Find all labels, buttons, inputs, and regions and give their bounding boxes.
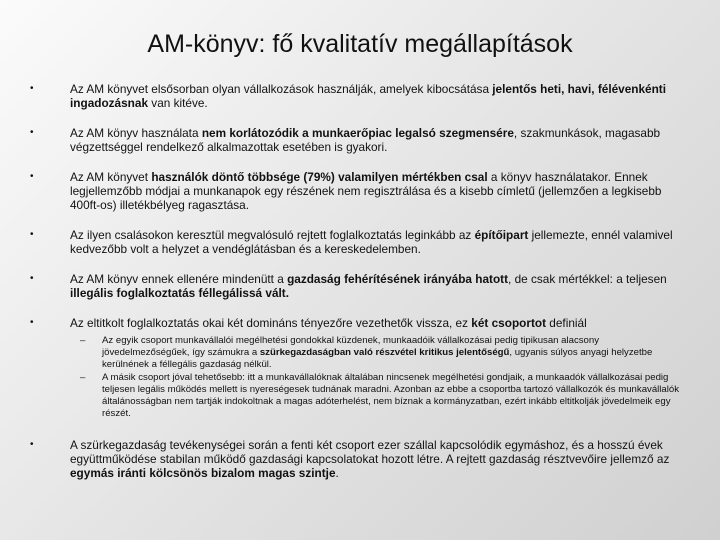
text: a könyv használatakor. Ennek legjellemzőbb módjai a munkanapok egy részének nem regisztrálása és a kisebb címletű (jellemzően a legkisebb 400ft-os) illetékbélyeg ragasztása. <box>70 170 662 212</box>
dash-mark: – <box>80 335 86 346</box>
text: , ugyanis súlyos anyagi helyzetbe kerülnének a féllegális gazdaság nélkül. <box>102 346 653 370</box>
text: Az AM könyvet <box>70 170 152 184</box>
sub-bullet-item <box>24 335 680 370</box>
bullet-mark: • <box>30 438 34 450</box>
text: A szürkegazdaság tevékenységei során a fenti két csoport ezer szállal kapcsolódik egymáshoz, és a hosszú évek együttműködése stabilan működő gazdasági kapcsolatokat hozott létre. A rejtett gazdaság résztvevőire jellemző az <box>70 437 670 466</box>
text: Az AM könyv használata <box>70 126 202 140</box>
bullet-item <box>24 126 680 154</box>
bullet-mark: • <box>30 171 34 182</box>
emphasis-text: szürkegazdaságban való részvétel kritikus jelentőségű <box>259 346 510 358</box>
bullet-item <box>24 82 680 110</box>
sub-bullet-item <box>24 372 680 419</box>
dash-mark: – <box>80 372 86 384</box>
bullet-item <box>24 316 680 330</box>
bullet-mark: • <box>30 273 34 284</box>
bullet-list <box>24 82 680 480</box>
bullet-mark: • <box>30 127 34 138</box>
emphasis-text: építőipart <box>474 228 529 242</box>
text: Az ilyen csalásokon keresztül megvalósuló rejtett foglalkoztatás leginkább az <box>70 228 475 242</box>
text: . <box>335 465 339 480</box>
bullet-item <box>24 170 680 212</box>
bullet-item <box>24 228 680 256</box>
text: , de csak mértékkel: a teljesen <box>508 272 667 286</box>
page-title: AM-könyv: fő kvalitatív megállapítások <box>147 30 573 58</box>
text: A másik csoport jóval tehetősebb: itt a munkavállalóknak általában nincsenek megélhetési gondjaik, a munkaadók vállalkozásai pedig teljesen legális működés mellett is nyereségesek tudnának maradni. Azonban az ebbe a csoportba tartozó vállalkozók és munkavállalók általánosságban nem tartják indokoltnak a magas adóterhelést, nem bíznak a kormányzatban, ezért inkább eltitkolják jövedelmeik egy részét. <box>102 372 680 419</box>
text: Az AM könyv ennek ellenére mindenütt a <box>70 272 288 286</box>
bullet-mark: • <box>30 229 34 240</box>
emphasis-text: nem korlátozódik a munkaerőpiac legalsó szegmensére <box>201 126 514 140</box>
emphasis-text: gazdaság fehérítésének irányába hatott <box>287 272 509 286</box>
text: Az AM könyvet elsősorban olyan vállalkozások használják, amelyek kibocsátása <box>70 82 493 96</box>
emphasis-text: jelentős heti, havi, félévenkénti ingadozásnak <box>70 82 667 110</box>
text: jellemezte, ennél valamivel kedvezőbb volt a helyzet a vendéglátásban és a kereskedelemben. <box>70 228 673 256</box>
bullet-mark: • <box>30 83 34 94</box>
bullet-item <box>24 438 680 480</box>
bullet-mark: • <box>30 317 34 328</box>
emphasis-text: használók döntő többsége (79%) valamilyen mértékben csal <box>151 170 488 184</box>
bullet-item <box>24 272 680 300</box>
emphasis-text: egymás iránti kölcsönös bizalom magas szintje <box>70 465 336 480</box>
emphasis-text: illegális foglalkoztatás féllegálissá vált. <box>70 286 289 300</box>
text: Az eltitkolt foglalkoztatás okai két domináns tényezőre vezethetők vissza, ez <box>70 316 472 330</box>
text: van kitéve. <box>148 96 208 110</box>
text: definiál <box>546 316 587 330</box>
emphasis-text: két csoportot <box>471 316 547 330</box>
text: Az egyik csoport munkavállalói megélhetési gondokkal küzdenek, munkaadóik vállalkozásai pedig tipikusan alacsony jövedelmezőségűek, így számukra a <box>102 335 600 358</box>
text: , szakmunkások, magasabb végzettséggel rendelkező alkalmazottak esetében is gyakori. <box>70 126 661 154</box>
